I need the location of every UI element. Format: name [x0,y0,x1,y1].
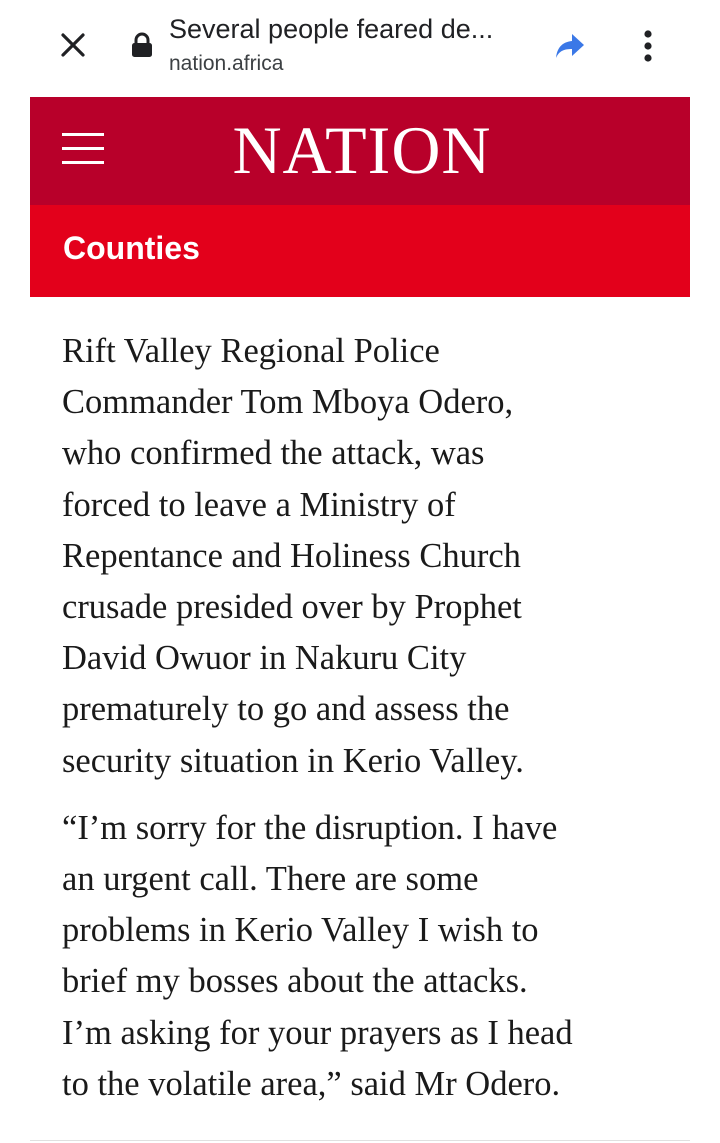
divider [30,1140,690,1141]
lock-icon[interactable] [130,32,154,58]
page-title: Several people feared de... [169,14,494,44]
site-header [30,97,690,205]
section-link-counties[interactable]: Counties [63,230,200,266]
more-options-button[interactable] [630,24,666,68]
browser-toolbar [0,0,720,92]
site-logo[interactable]: NATION [232,112,492,188]
article-paragraph: Rift Valley Regional Police Commander Tom Mboya Odero, who confirmed the attack, was forced to leave a Ministry of Repentance and Holiness Church crusade presided over by Prophet David Owuor in Nakuru City prematurely to go and assess the security situation in Kerio Valley. [62,332,524,780]
share-icon [554,32,586,60]
article-body [62,326,682,1110]
share-button[interactable] [550,28,590,64]
article-paragraph: “I’m sorry for the disruption. I have an urgent call. There are some problems in Kerio Valley I wish to brief my bosses about the attacks. I’m asking for your prayers as I head to the volatile area,” said Mr Odero. [62,808,573,1103]
more-vert-icon [643,29,653,63]
close-icon [60,32,86,58]
page-url[interactable]: nation.africa [169,52,284,75]
section-bar [30,205,690,297]
close-button[interactable] [52,24,94,66]
